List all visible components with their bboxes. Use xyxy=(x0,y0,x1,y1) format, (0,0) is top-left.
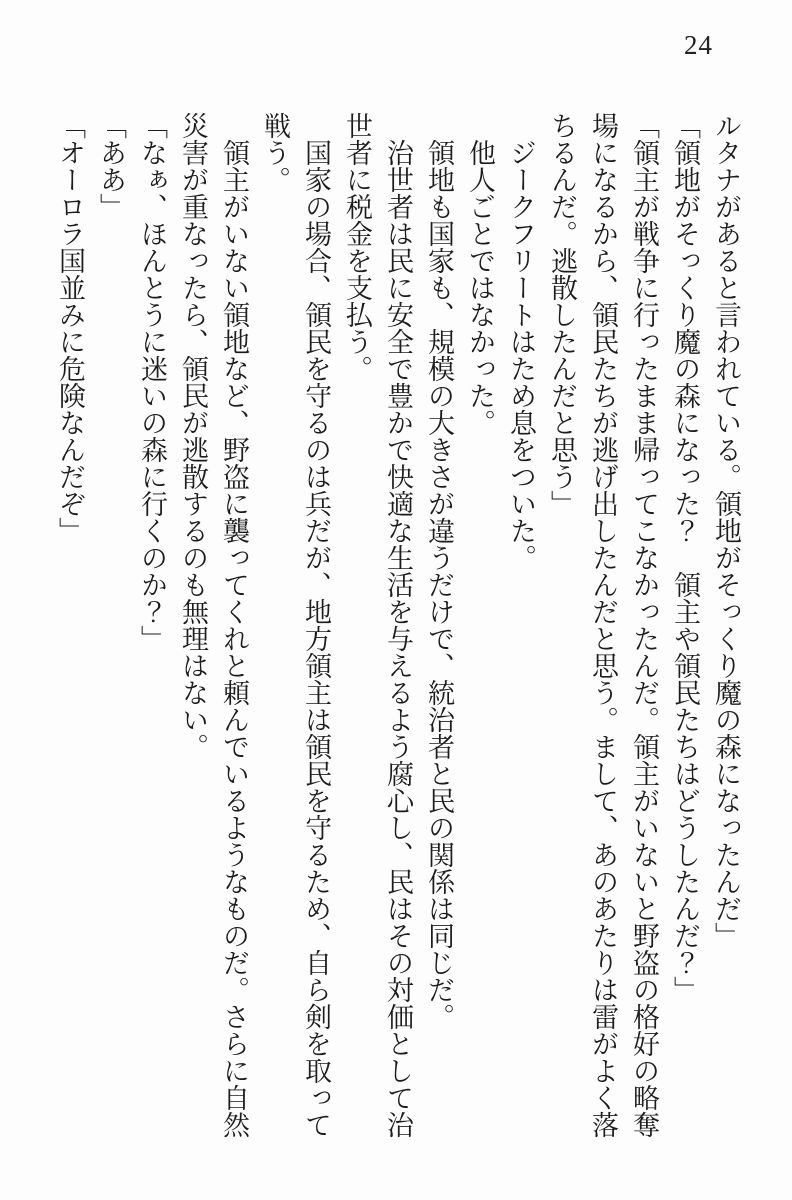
text-line: 領主がいない領地など、野盗に襲ってくれと頼んでいるようなものだ。さらに自然 xyxy=(219,139,249,1138)
text-block xyxy=(49,112,746,1144)
text-line: 国家の場合、領民を守るのは兵だが、地方領主は領民を守るため、自ら剣を取って xyxy=(301,139,331,1138)
text-line: ルタナがあると言われている。領地がそっくり魔の森になったんだ」 xyxy=(711,112,741,949)
text-line: 領地も国家も、規模の大きさが違うだけで、統治者と民の関係は同じだ。 xyxy=(424,139,454,1030)
text-line: 世者に税金を支払う。 xyxy=(342,112,372,382)
text-line: 治世者は民に安全で豊かで快適な生活を与えるよう腐心し、民はその対価として治 xyxy=(383,139,413,1138)
text-line: ジークフリートはため息をついた。 xyxy=(506,139,536,571)
text-line: 場になるから、領民たちが逃げ出したんだと思う。まして、あのあたりは雷がよく落 xyxy=(588,112,618,1138)
text-line: 「なぁ、ほんとうに迷いの森に行くのか？」 xyxy=(137,112,167,652)
text-line: ちるんだ。逃散したんだと思う」 xyxy=(547,112,577,517)
text-line: 災害が重なったら、領民が逃散するのも無理はない。 xyxy=(178,112,208,760)
text-line: 「オーロラ国並みに危険なんだぞ」 xyxy=(55,112,85,544)
text-line: 他人ごとではなかった。 xyxy=(465,139,495,436)
text-line: 「領主が戦争に行ったまま帰ってこなかったんだ。領主がいないと野盗の格好の略奪 xyxy=(629,112,659,1138)
page-number: 24 xyxy=(684,30,713,60)
text-line: 「ああ」 xyxy=(96,112,126,220)
text-line: 戦う。 xyxy=(260,112,290,193)
text-line: 「領地がそっくり魔の森になった？ 領主や領民たちはどうしたんだ？」 xyxy=(670,112,700,1003)
